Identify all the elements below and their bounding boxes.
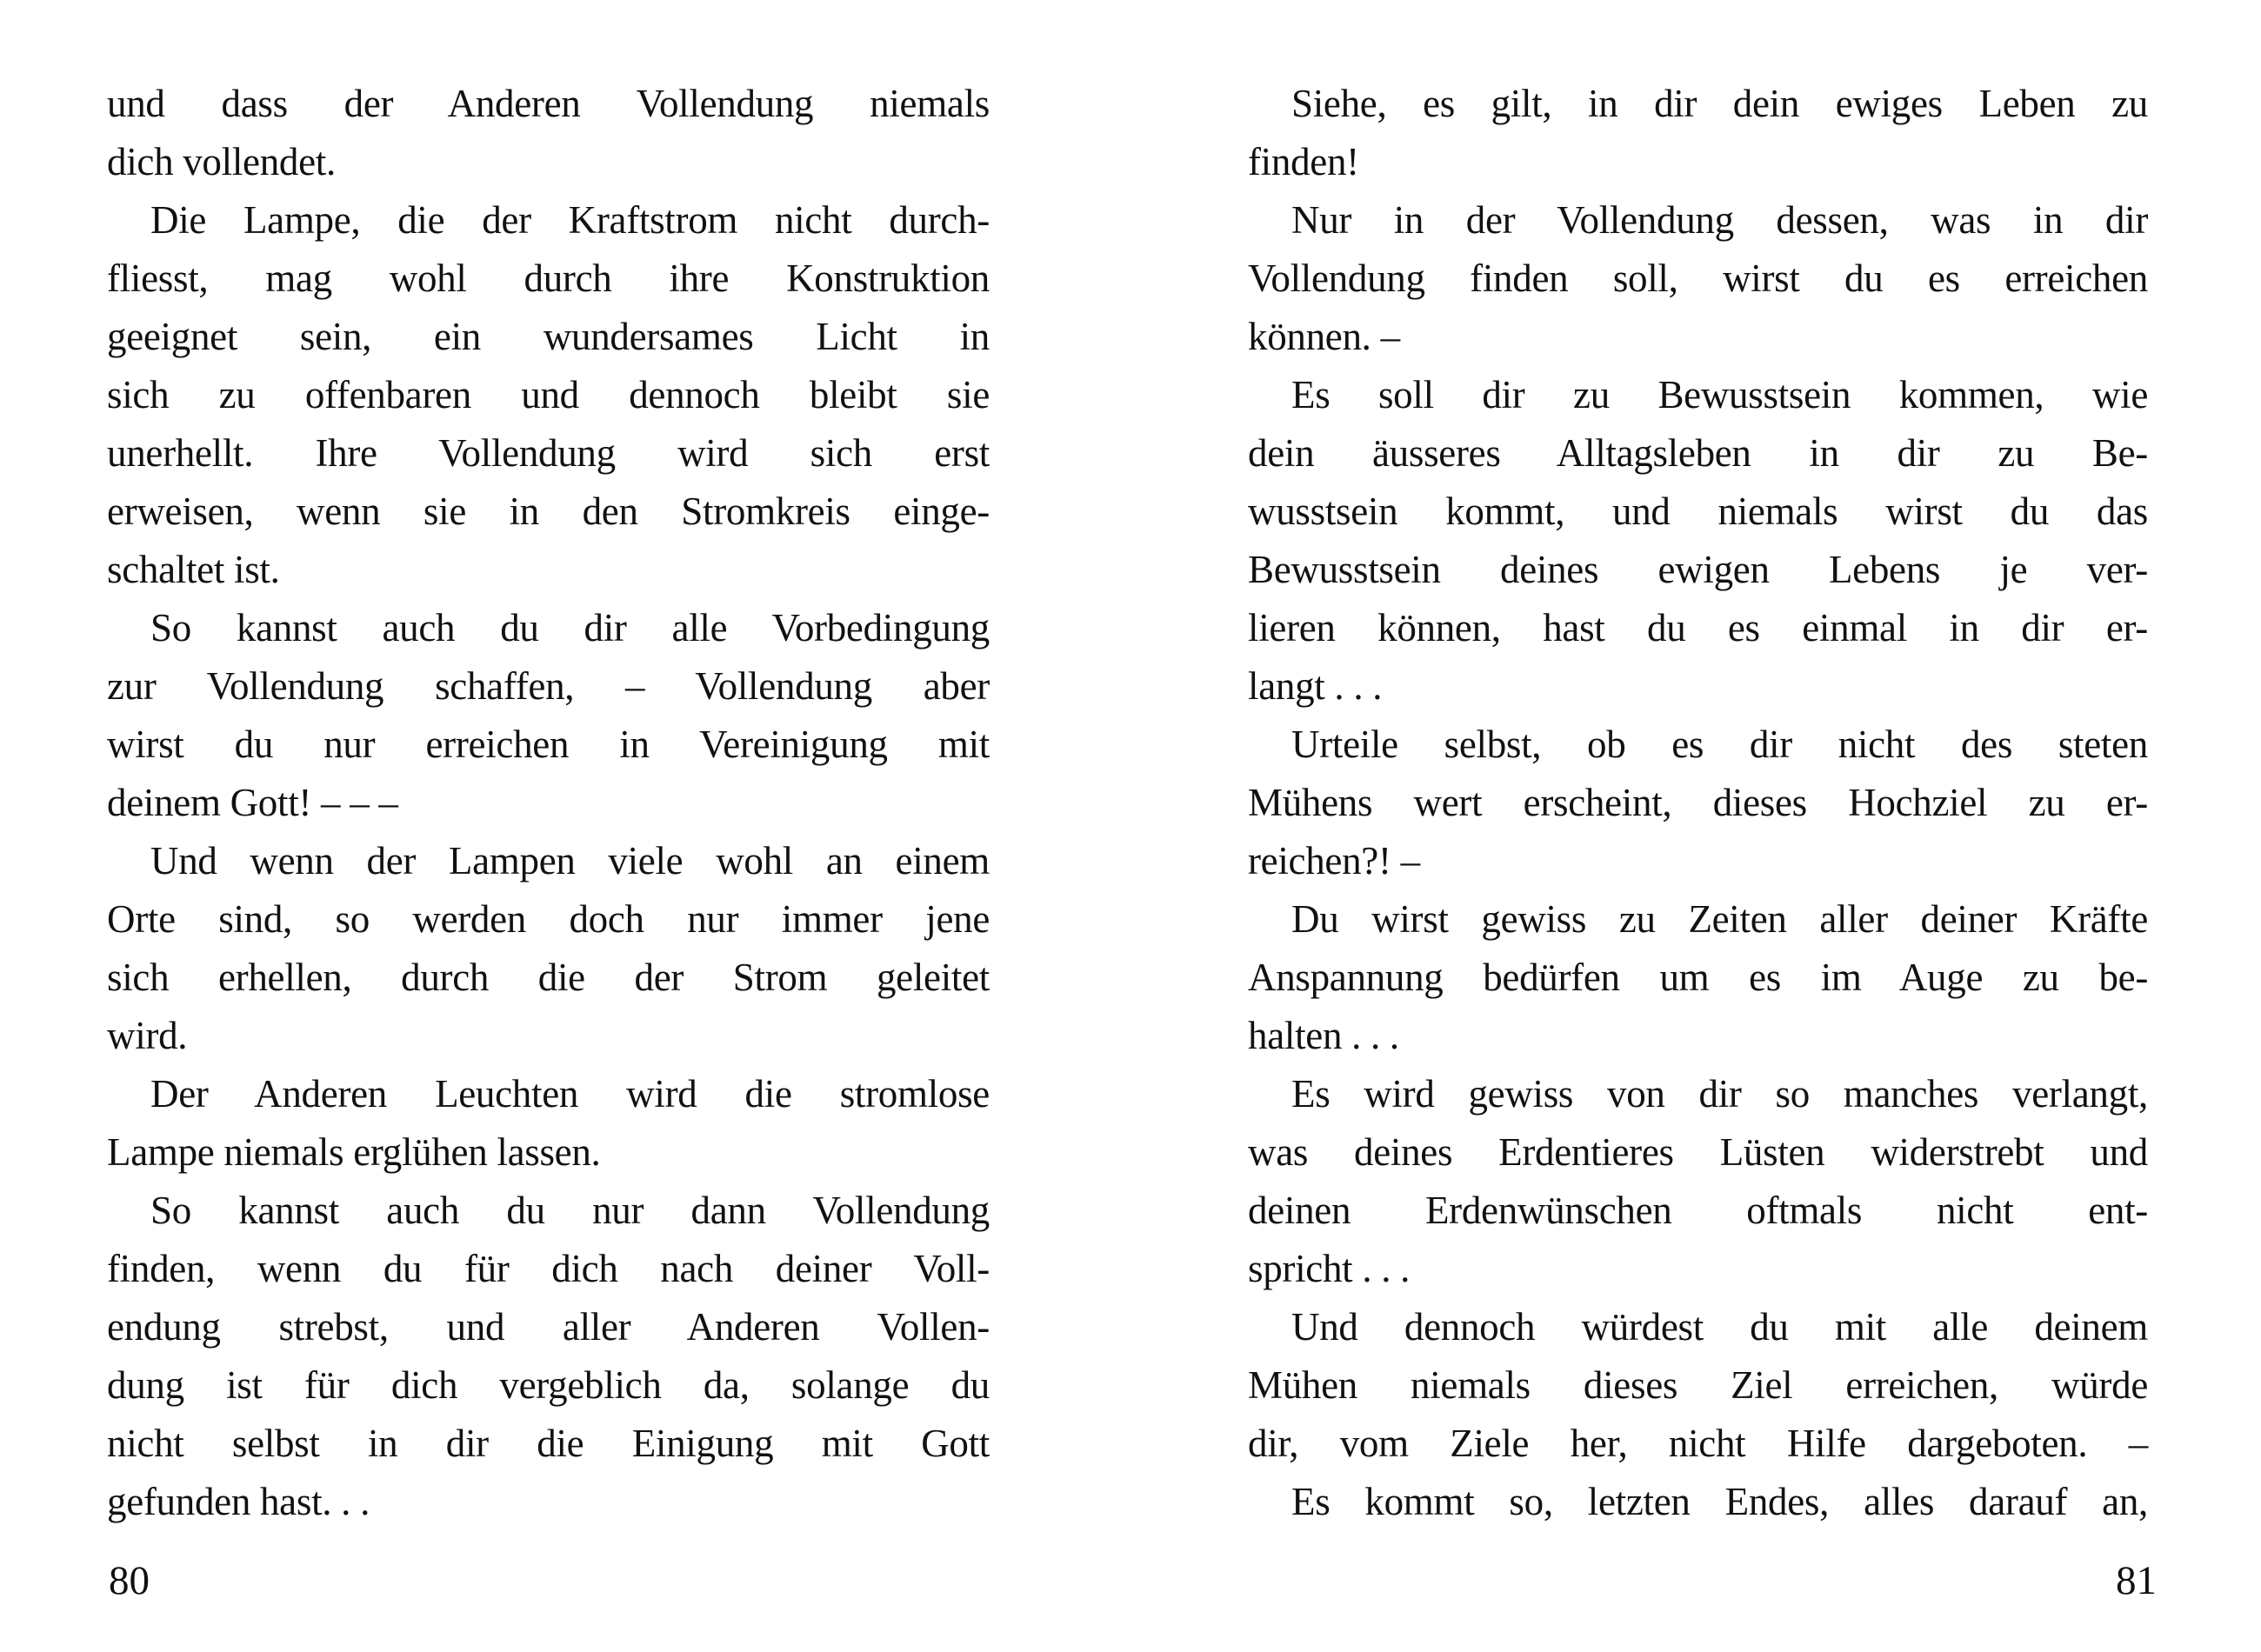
text-line: Es wird gewiss von dir so manches verlangt,	[1291, 1072, 2148, 1116]
text-line: Anspannung bedürfen um es im Auge zu be-	[1248, 956, 2148, 999]
text-line: Lampe niemals erglühen lassen.	[107, 1130, 601, 1174]
text-line: dich vollendet.	[107, 140, 336, 183]
text-line: lieren können, hast du es einmal in dir er-	[1248, 606, 2148, 649]
text-line: Orte sind, so werden doch nur immer jene	[107, 897, 990, 941]
text-line: Die Lampe, die der Kraftstrom nicht durch-	[150, 198, 990, 242]
text-line: sich zu offenbaren und dennoch bleibt sie	[107, 373, 990, 416]
text-line: und dass der Anderen Vollendung niemals	[107, 82, 990, 125]
text-line: unerhellt. Ihre Vollendung wird sich erst	[107, 431, 990, 475]
text-line: deinen Erdenwünschen oftmals nicht ent-	[1248, 1189, 2148, 1232]
text-line: Siehe, es gilt, in dir dein ewiges Leben zu	[1291, 82, 2148, 125]
text-line: deinem Gott! – – –	[107, 781, 398, 824]
right-page-text	[1248, 75, 2148, 1531]
text-line: langt . . .	[1248, 664, 1383, 708]
text-line: dir, vom Ziele her, nicht Hilfe dargeboten. –	[1248, 1422, 2148, 1465]
text-line: Es kommt so, letzten Endes, alles darauf an,	[1291, 1480, 2148, 1523]
text-line: zur Vollendung schaffen, – Vollendung aber	[107, 664, 990, 708]
left-page-text	[107, 75, 990, 1531]
text-line: wusstsein kommt, und niemals wirst du das	[1248, 490, 2148, 533]
text-line: halten . . .	[1248, 1014, 1399, 1057]
text-line: nicht selbst in dir die Einigung mit Gott	[107, 1422, 990, 1465]
text-line: Vollendung finden soll, wirst du es erreichen	[1248, 256, 2148, 300]
right-page	[1130, 0, 2261, 1652]
page-number-right: 81	[2116, 1558, 2157, 1603]
text-line: So kannst auch du nur dann Vollendung	[150, 1189, 990, 1232]
text-line: spricht . . .	[1248, 1247, 1411, 1290]
text-line: Und wenn der Lampen viele wohl an einem	[150, 839, 990, 883]
text-line: wirst du nur erreichen in Vereinigung mit	[107, 723, 990, 766]
text-line: fliesst, mag wohl durch ihre Konstruktion	[107, 256, 990, 300]
left-page	[0, 0, 1130, 1652]
text-line: finden!	[1248, 140, 1359, 183]
text-line: So kannst auch du dir alle Vorbedingung	[150, 606, 990, 649]
text-line: Mühen niemals dieses Ziel erreichen, würde	[1248, 1363, 2148, 1407]
text-line: Mühens wert erscheint, dieses Hochziel zu er-	[1248, 781, 2148, 824]
text-line: Bewusstsein deines ewigen Lebens je ver-	[1248, 548, 2148, 591]
text-line: wird.	[107, 1014, 188, 1057]
text-line: gefunden hast. . .	[107, 1480, 370, 1523]
text-line: schaltet ist.	[107, 548, 280, 591]
text-line: Es soll dir zu Bewusstsein kommen, wie	[1291, 373, 2148, 416]
text-line: können. –	[1248, 315, 1400, 358]
text-line: geeignet sein, ein wundersames Licht in	[107, 315, 990, 358]
text-line: sich erhellen, durch die der Strom geleitet	[107, 956, 990, 999]
text-line: endung strebst, und aller Anderen Vollen-	[107, 1305, 990, 1349]
text-line: reichen?! –	[1248, 839, 1420, 883]
text-line: Du wirst gewiss zu Zeiten aller deiner Kräfte	[1291, 897, 2148, 941]
text-line: Und dennoch würdest du mit alle deinem	[1291, 1305, 2148, 1349]
text-line: was deines Erdentieres Lüsten widerstrebt und	[1248, 1130, 2148, 1174]
text-line: Urteile selbst, ob es dir nicht des steten	[1291, 723, 2148, 766]
text-line: Der Anderen Leuchten wird die stromlose	[150, 1072, 990, 1116]
text-line: finden, wenn du für dich nach deiner Voll-	[107, 1247, 990, 1290]
text-line: dung ist für dich vergeblich da, solange du	[107, 1363, 990, 1407]
text-line: erweisen, wenn sie in den Stromkreis einge-	[107, 490, 990, 533]
text-line: Nur in der Vollendung dessen, was in dir	[1291, 198, 2148, 242]
page-number-left: 80	[109, 1558, 150, 1603]
text-line: dein äusseres Alltagsleben in dir zu Be-	[1248, 431, 2148, 475]
